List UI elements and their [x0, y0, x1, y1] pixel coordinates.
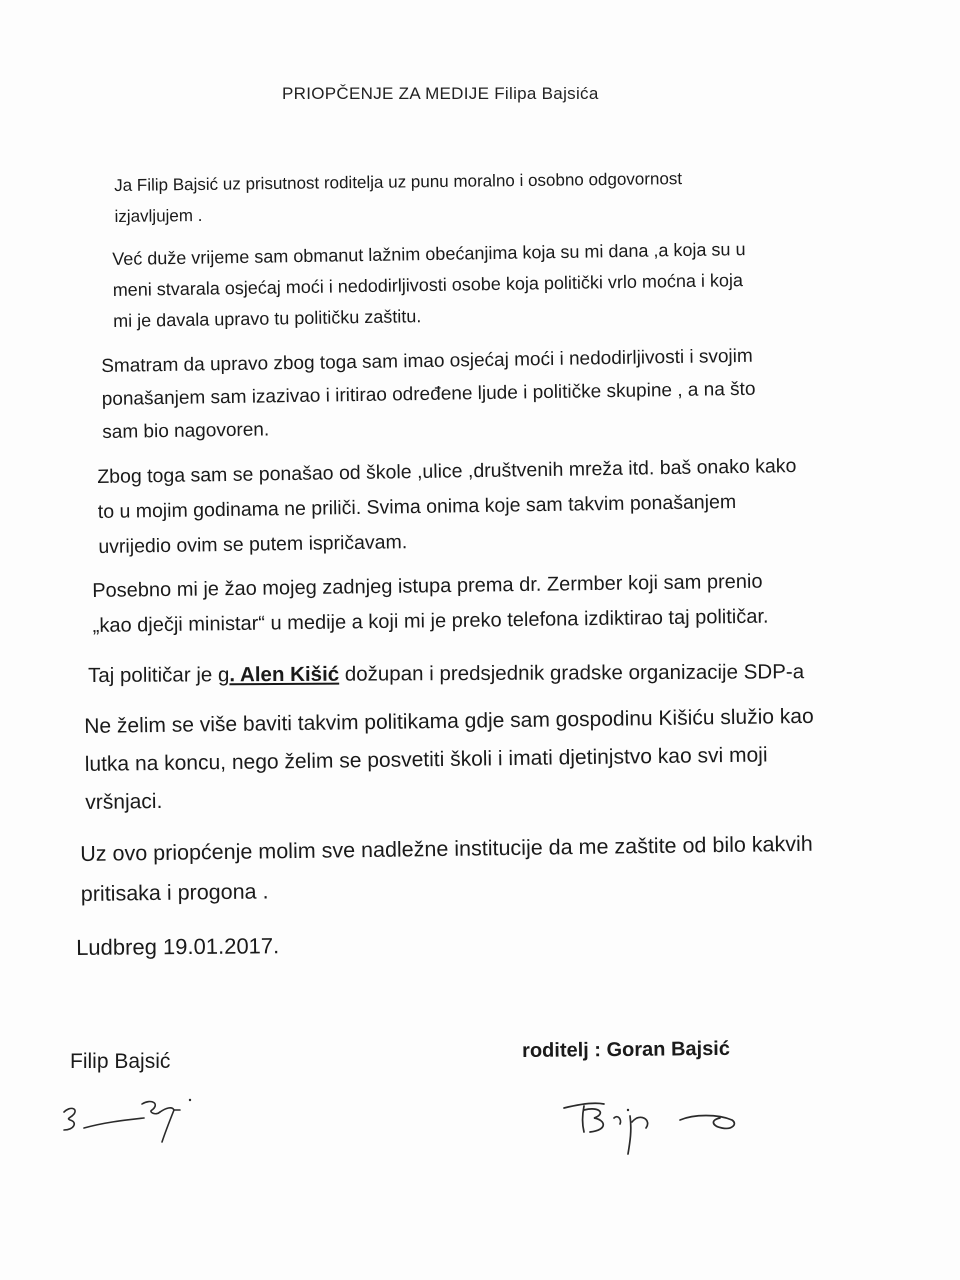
- politician-prefix: Taj političar je g: [88, 663, 230, 687]
- paragraph-withdrawal: [84, 698, 815, 822]
- paragraph-line: mi je davala upravo tu političku zaštitu.: [113, 306, 422, 331]
- paragraph-line: uvrijedio ovim se putem ispričavam.: [98, 531, 408, 558]
- paragraph-protection-request: [80, 824, 814, 914]
- paragraph-line: to u mojim godinama ne priliči. Svima onima koje sam takvim ponašanjem: [97, 490, 737, 523]
- paragraph-line: pritisaka i progona .: [80, 879, 269, 906]
- paragraph-line: Zbog toga sam se ponašao od škole ,ulice ,društvenih mreža itd. baš onako kako: [97, 455, 797, 488]
- paragraph-line: vršnjaci.: [85, 789, 163, 814]
- paragraph-regret: [92, 565, 769, 644]
- paragraph-line: izjavljujem .: [114, 205, 203, 226]
- paragraph-line: Uz ovo priopćenje molim sve nadležne institucije da me zaštite od bilo kakvih: [80, 831, 813, 866]
- paragraph-line: Ne želim se više baviti takvim politikama gdje sam gospodinu Kišiću služio kao: [84, 704, 814, 738]
- date-line: Ludbreg 19.01.2017.: [76, 933, 280, 960]
- paragraph-line: Smatram da upravo zbog toga sam imao osjećaj moći i nedodirljivosti i svojim: [101, 345, 753, 377]
- paragraph-line: lutka na koncu, nego želim se posvetiti školi i imati djetinjstvo kao svi moji: [84, 743, 768, 776]
- paragraph-line: Već duže vrijeme sam obmanut lažnim obećanjima koja su mi dana ,a koja su u: [112, 239, 746, 269]
- politician-suffix: dožupan i predsjednik gradske organizacije SDP-a: [339, 660, 805, 686]
- paragraph-line: sam bio nagovoren.: [102, 419, 270, 443]
- paragraph-line: meni stvarala osjećaj moći i nedodirljivosti osobe koja politički vrlo moćna i koja: [112, 270, 744, 300]
- signature-filip-handwritten: [56, 1090, 206, 1150]
- signature-parent-handwritten: [560, 1090, 750, 1160]
- signature-label-parent: roditelj : Goran Bajsić: [522, 1037, 731, 1062]
- paragraph-apology: [97, 449, 798, 565]
- signature-label-filip: Filip Bajsić: [70, 1050, 171, 1073]
- paragraph-line: Ja Filip Bajsić uz prisutnost roditelja uz punu moralno i osobno odgovornost: [114, 169, 683, 195]
- paragraph-line: ponašanjem sam izazivao i iritirao određene ljude i političke skupine , a na što: [101, 378, 756, 410]
- paragraph-behaviour: [101, 340, 756, 449]
- paragraph-intro: [114, 163, 683, 232]
- document-title: PRIOPČENJE ZA MEDIJE Filipa Bajsića: [282, 84, 599, 103]
- politician-name: . Alen Kišić: [229, 662, 340, 687]
- paragraph-line: „kao dječji ministar“ u medije a koji mi je preko telefona izdiktirao taj političar.: [92, 605, 769, 637]
- paragraph-deceived: [112, 234, 747, 337]
- paragraph-politician: [88, 655, 804, 693]
- paragraph-line: Posebno mi je žao mojeg zadnjeg istupa prema dr. Zermber koji sam prenio: [92, 570, 763, 602]
- paragraph-line: [88, 655, 804, 693]
